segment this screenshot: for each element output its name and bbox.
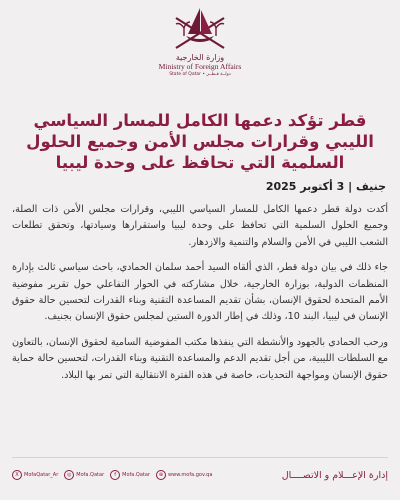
article-body bbox=[12, 202, 388, 393]
facebook-icon: f bbox=[110, 470, 120, 480]
globe-icon: ⊕ bbox=[156, 470, 166, 480]
qatar-emblem-icon bbox=[170, 4, 230, 52]
paragraph: أكدت دولة قطر دعمها الكامل للمسار السياسي الليبي، وقرارات مجلس الأمن ذات الصلة، وجميع الحلول السلمية التي تحافظ على وحدة ليبيا واستقرارها وسيادتها، وتحقق تطلعات الشعب الليبي في الأمن والسلام والتنمية والازدهار. bbox=[12, 204, 388, 248]
paragraph: ورحب الحمادي بالجهود والأنشطة التي ينفذها مكتب المفوضية السامية لحقوق الإنسان، بالتعاون مع السلطات الليبية، من أجل تقديم الدعم والمساعدة التقنية وبناء القدرات، لتحسين حالة حماية حقوق الإنسان ومواجهة التحديات، خاصة في هذه الفترة الانتقالية التي تمر بها البلاد. bbox=[12, 336, 388, 381]
state-of-qatar-label: State of Qatar • دولــة قـطــر bbox=[169, 72, 231, 77]
social-x[interactable] bbox=[12, 470, 58, 480]
website-url: www.mofa.gov.qa bbox=[168, 472, 213, 478]
social-facebook[interactable] bbox=[110, 470, 150, 480]
social-links bbox=[12, 470, 212, 480]
dateline: جنيف | 3 أكتوبر 2025 bbox=[265, 180, 386, 193]
ministry-name-ar: وزارة الخارجية bbox=[175, 53, 225, 62]
department-name: إدارة الإعـــلام و الاتصــــال bbox=[281, 469, 388, 481]
x-icon: X bbox=[12, 470, 22, 480]
social-handle: Mofa.Qatar bbox=[122, 472, 151, 478]
ministry-logo bbox=[150, 4, 250, 90]
footer-divider bbox=[12, 457, 388, 458]
paragraph: جاء ذلك في بيان دولة قطر، الذي ألقاه السيد أحمد سلمان الحمادي، باحث سياسي ثالث بإدارة المنظمات الدولية، بوزارة الخارجية، خلال مشاركته في الحوار التفاعلي حول تقرير مفوضية الأمم المتحدة لحقوق الإنسان، بشأن تقديم المساعدة التقنية وبناء القدرات لتحسين حالة حقوق الإنسان في ليبيا، البند 10، وذلك في إطار الدورة الستين لمجلس حقوق الإنسان بجنيف. bbox=[12, 262, 388, 323]
social-website[interactable] bbox=[156, 470, 212, 480]
ministry-name-en: Ministry of Foreign Affairs bbox=[158, 62, 242, 71]
news-headline: قطر تؤكد دعمها الكامل للمسار السياسي الليبي وقرارات مجلس الأمن وجميع الحلول السلمية التي تحافظ على وحدة ليبيا bbox=[26, 111, 374, 172]
instagram-icon: ◎ bbox=[64, 470, 74, 480]
social-handle: MofaQatar_Ar bbox=[24, 472, 59, 478]
footer bbox=[12, 460, 388, 490]
social-instagram[interactable] bbox=[64, 470, 104, 480]
social-handle: Mofa.Qatar bbox=[76, 472, 105, 478]
